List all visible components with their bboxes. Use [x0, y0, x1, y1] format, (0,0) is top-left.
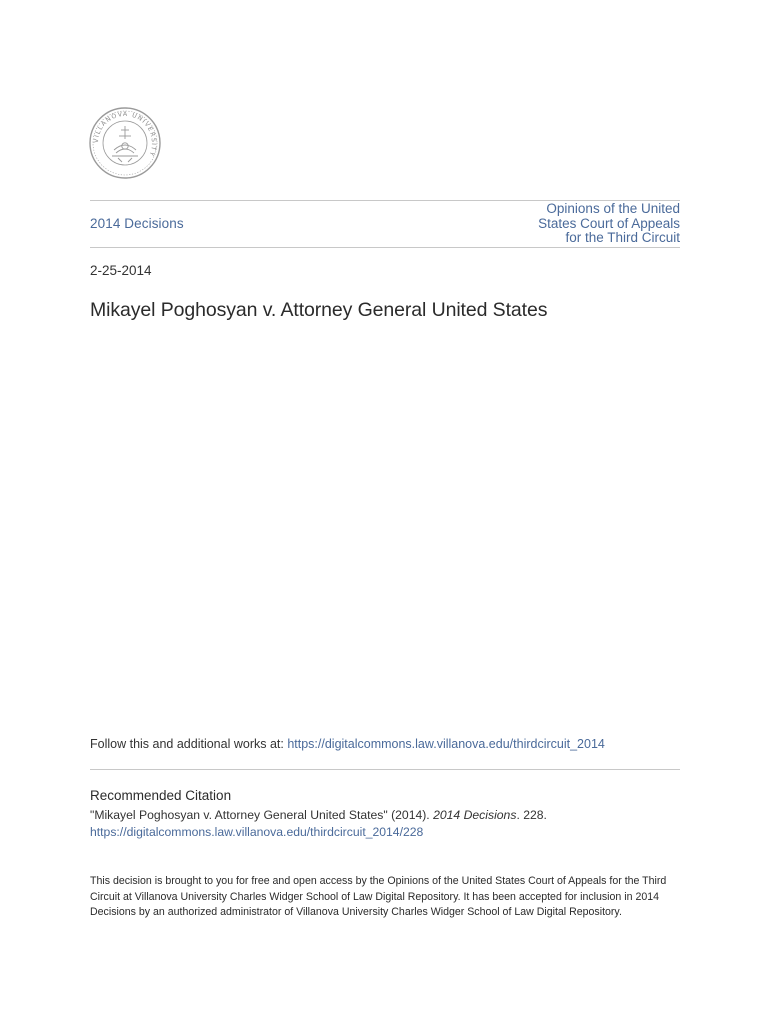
citation-rule [90, 769, 680, 770]
series-link-line: for the Third Circuit [565, 230, 680, 245]
follow-link[interactable]: https://digitalcommons.law.villanova.edu/thirdcircuit_2014 [287, 737, 605, 751]
series-link-line: Opinions of the United [546, 201, 680, 216]
citation-suffix: . 228. [516, 808, 547, 822]
series-link-line: States Court of Appeals [538, 215, 680, 231]
citation-heading: Recommended Citation [90, 788, 232, 803]
seal-text: VILLANOVA UNIVERSITY [92, 110, 158, 158]
document-title: Mikayel Poghosyan v. Attorney General United States [90, 299, 548, 321]
access-notice: This decision is brought to you for free and open access by the Opinions of the United States Court of Appeals for the Third Circuit at Villanova University Charles Widger School of Law Digital Repository. It has been accepted for inclusion in 2014 Decisions by an authorized administrator of Villanova University Charles Widger School of Law Digital Repository. [90, 875, 667, 918]
document-date: 2-25-2014 [90, 263, 152, 278]
collection-link[interactable]: 2014 Decisions [90, 216, 184, 231]
follow-label: Follow this and additional works at: [90, 737, 288, 751]
citation-prefix: "Mikayel Poghosyan v. Attorney General United States" (2014). [90, 808, 434, 822]
follow-line [90, 737, 605, 751]
university-seal-icon [88, 106, 162, 180]
citation-text [90, 807, 690, 841]
header-bottom-rule [90, 247, 680, 248]
citation-series: 2014 Decisions [433, 808, 517, 822]
series-link[interactable] [510, 202, 680, 246]
citation-link[interactable]: https://digitalcommons.law.villanova.edu/thirdcircuit_2014/228 [90, 825, 424, 839]
